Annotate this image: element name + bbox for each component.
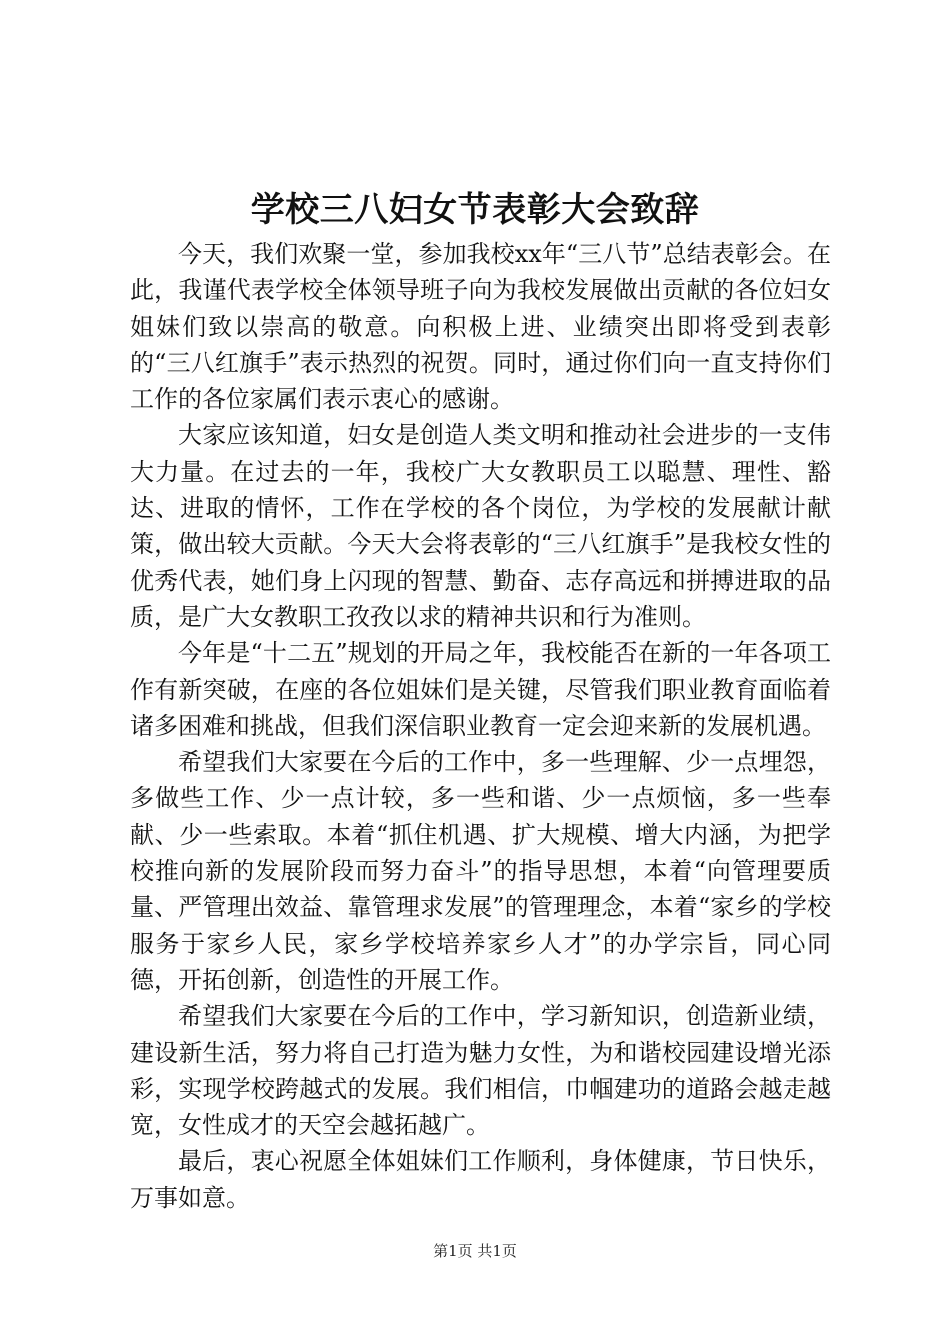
page-footer: 第1页 共1页 (433, 1242, 517, 1260)
paragraph-closing-wishes: 最后，衷心祝愿全体姐妹们工作顺利，身体健康，节日快乐，万事如意。 (130, 1147, 831, 1212)
paragraph-hopes-growth: 希望我们大家要在今后的工作中，学习新知识，创造新业绩，建设新生活，努力将自己打造为魅力女性，为和谐校园建设增光添彩，实现学校跨越式的发展。我们相信，巾帼建功的道路会越走越宽，女性成才的天空会越拓越广。 (130, 1002, 831, 1140)
paragraph-women-contribution: 大家应该知道，妇女是创造人类文明和推动社会进步的一支伟大力量。在过去的一年，我校广大女教职员工以聪慧、理性、豁达、进取的情怀，工作在学校的各个岗位，为学校的发展献计献策，做出较大贡献。今天大会将表彰的“三八红旗手”是我校女性的优秀代表，她们身上闪现的智慧、勤奋、志存高远和拼搏进取的品质，是广大女教职工孜孜以求的精神共识和行为准则。 (130, 421, 831, 631)
document-body (130, 236, 831, 1216)
paragraph-hopes-work: 希望我们大家要在今后的工作中，多一些理解、少一点埋怨，多做些工作、少一点计较，多一些和谐、少一点烦恼，多一些奉献、少一些索取。本着“抓住机遇、扩大规模、增大内涵，为把学校推向新的发展阶段而努力奋斗”的指导思想，本着“向管理要质量、严管理出效益、靠管理求发展”的管理理念，本着“家乡的学校服务于家乡人民，家乡学校培养家乡人才”的办学宗旨，同心同德，开拓创新，创造性的开展工作。 (130, 748, 831, 994)
paragraph-opening: 今天，我们欢聚一堂，参加我校xx年“三八节”总结表彰会。在此，我谨代表学校全体领导班子向为我校发展做出贡献的各位妇女姐妹们致以崇高的敬意。向积极上进、业绩突出即将受到表彰的“三八红旗手”表示热烈的祝贺。同时，通过你们向一直支持你们工作的各位家属们表示衷心的感谢。 (130, 240, 831, 414)
document-title: 学校三八妇女节表彰大会致辞 (250, 190, 700, 230)
paragraph-five-year-plan: 今年是“十二五”规划的开局之年，我校能否在新的一年各项工作有新突破，在座的各位姐妹们是关键，尽管我们职业教育面临着诸多困难和挑战，但我们深信职业教育一定会迎来新的发展机遇。 (130, 639, 831, 740)
